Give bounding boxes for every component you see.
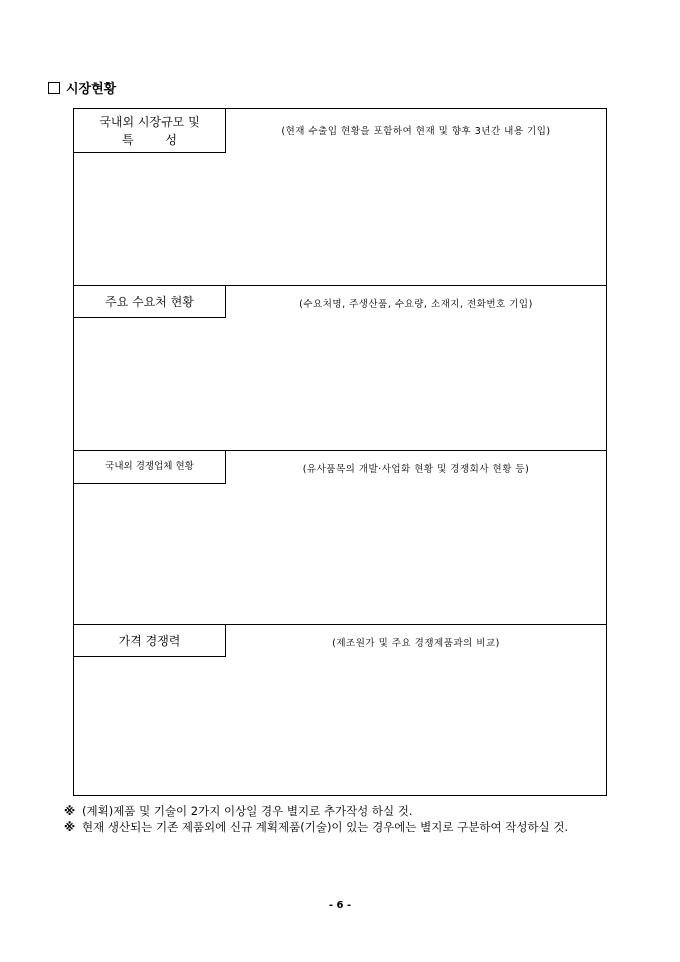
footnote-item xyxy=(64,803,644,819)
price-competitiveness-section xyxy=(74,624,606,795)
market-size-section xyxy=(74,109,606,285)
market-status-form xyxy=(73,108,607,796)
market-size-label-line1: 국내외 시장규모 및 xyxy=(99,114,200,129)
reference-mark: ※ xyxy=(64,820,76,834)
main-customers-note: (수요처명, 주생산품, 수요량, 소재지, 전화번호 기입) xyxy=(299,299,533,310)
price-competitiveness-note: (제조원가 및 주요 경쟁제품과의 비교) xyxy=(332,638,500,649)
section-heading xyxy=(48,78,116,97)
checkbox-square-icon xyxy=(48,82,60,94)
competitors-label: 국내외 경쟁업체 현황 xyxy=(74,451,226,484)
market-size-label xyxy=(74,109,226,153)
reference-mark: ※ xyxy=(64,804,76,818)
page-number: - 6 - xyxy=(328,900,352,911)
footnote-item xyxy=(64,819,644,835)
main-customers-section xyxy=(74,285,606,450)
market-size-note: (현재 수출입 현황을 포함하여 현재 및 향후 3년간 내용 기입) xyxy=(281,126,551,137)
section-heading-text: 시장현황 xyxy=(66,82,117,97)
footnotes xyxy=(64,803,644,835)
market-size-label-line2: 특 성 xyxy=(122,132,191,147)
main-customers-label: 주요 수요처 현황 xyxy=(74,286,226,318)
competitors-section xyxy=(74,450,606,624)
competitors-note: (유사품목의 개발·사업화 현황 및 경쟁회사 현황 등) xyxy=(302,464,530,475)
footnote-text: (계획)제품 및 기술이 2가지 이상일 경우 별지로 추가작성 하실 것. xyxy=(82,804,413,818)
footnote-text: 현재 생산되는 기존 제품외에 신규 계획제품(기술)이 있는 경우에는 별지로 구분하여 작성하실 것. xyxy=(82,820,569,834)
price-competitiveness-label: 가격 경쟁력 xyxy=(74,625,226,657)
